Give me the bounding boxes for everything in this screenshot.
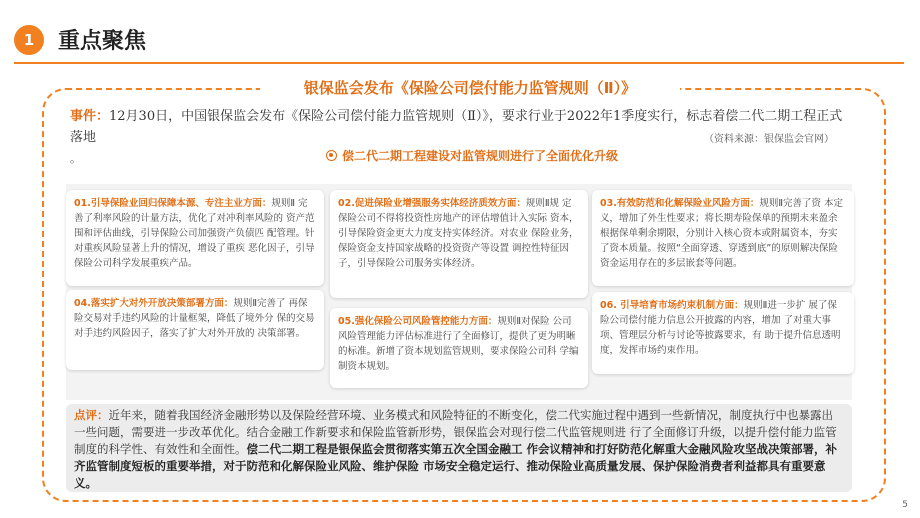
card-body: 规则Ⅱ对保险 公司风险管理能力评估标准进行了全面修订，提供了更为明晰 的标准。新增了资本规划监管规则，要求保险公司科 学编制资本规划。 xyxy=(338,316,579,372)
card-heading: 05.强化保险公司风险管控能力方面： xyxy=(338,316,498,327)
event-trailing: 。 xyxy=(70,152,81,165)
card-heading: 06. 引导培育市场约束机制方面： xyxy=(600,300,744,311)
sub-heading: 偿二代二期工程建设对监管规则进行了全面优化升级 xyxy=(342,149,619,163)
card-5 xyxy=(330,308,588,388)
comment-box xyxy=(66,404,852,492)
card-3 xyxy=(592,190,854,286)
card-body: 规则Ⅱ 完善了利率风险的计量方法，优化了对冲利率风险的 资产范围和评估曲线，引导保险公司加强资产负债匹 配管理。针对重疾风险显著上升的情况，增设了重疾 恶化因子，引导保险公司科学发展重疾产品。 xyxy=(74,198,315,269)
card-2 xyxy=(330,190,588,298)
card-body: 规则Ⅱ规 定保险公司不得将投资性房地产的评估增值计入实际 资本，引导保险资金更大力度支持实体经济。对农业 保险业务，保险资金支持国家战略的投资资产等设置 调控性特征因子，引导保险公司服务实体经济。 xyxy=(338,198,579,269)
card-heading: 03.有效防范和化解保险业风险方面： xyxy=(600,198,760,209)
card-1 xyxy=(66,190,324,286)
card-heading: 04.落实扩大对外开放决策部署方面： xyxy=(74,298,234,309)
card-body: 规则Ⅱ进一步扩 展了保险公司偿付能力信息公开披露的内容，增加 了对重大事项、管理层分析与讨论等披露要求，有 助于提升信息透明度，发挥市场约束作用。 xyxy=(600,300,841,356)
comment-text: 近年来，随着我国经济金融形势以及保险经营环境、业务模式和风险特征的不断变化，偿二代实施过程中遇到一些新情况，制度执行中也暴露出一些问题，需要进一步改革优化。结合金融工作新要求和保险监管新形势，银保监会对现行偿二代监管规则进 行了全面修订升级，以提升偿付能力监管制度的科学性、有效性和全面性。 xyxy=(74,408,837,456)
event-text: 12月30日，中国银保监会发布《保险公司偿付能力监管规则（Ⅱ）》，要求行业于2022年1季度实行，标志着偿二代二期工程正式落地 xyxy=(70,109,843,145)
card-4 xyxy=(66,290,324,370)
card-body: 规则Ⅱ完善了资 本定义，增加了外生性要求；将长期寿险保单的预期未来盈余根据保单剩余期限，分别计入核心资本或附属资本，夯实了资本质量。按照“全面穿透、穿透到底”的原则解决保险资金运用存在的多层嵌套等问题。 xyxy=(600,198,844,269)
card-heading: 01.引导保险业回归保障本源、专注主业方面： xyxy=(74,198,272,209)
event-label: 事件： xyxy=(70,109,110,124)
card-6 xyxy=(592,292,854,374)
comment-conclusion: 偿二代二期工程是银保监会贯彻落实第五次全国金融工 作会议精神和打好防范化解重大金融风险攻坚战决策部署，补齐监管制度短板的重要举措，对于防范和化解保险业风险、维护保险 市场安全稳定运行、推动保险业高质量发展、保护保险消费者利益都具有重要意义。 xyxy=(74,442,837,490)
bullet-circle-icon xyxy=(326,150,337,161)
page-title: 重点聚焦 xyxy=(58,29,147,54)
page-number: 5 xyxy=(902,500,908,510)
source-note: （资料来源：银保监会官网） xyxy=(704,134,834,145)
title-divider xyxy=(14,62,904,64)
card-body: 规则Ⅱ完善了 再保险交易对手违约风险的计量框架，降低了境外分 保的交易对手违约风险因子，落实了扩大对外开放的 决策部署。 xyxy=(74,298,315,339)
comment-label: 点评： xyxy=(74,408,109,422)
section-number: 1 xyxy=(14,25,44,55)
headline: 银保监会发布《保险公司偿付能力监管规则（Ⅱ）》 xyxy=(260,78,680,98)
card-heading: 02.促进保险业增强服务实体经济质效方面： xyxy=(338,198,526,209)
